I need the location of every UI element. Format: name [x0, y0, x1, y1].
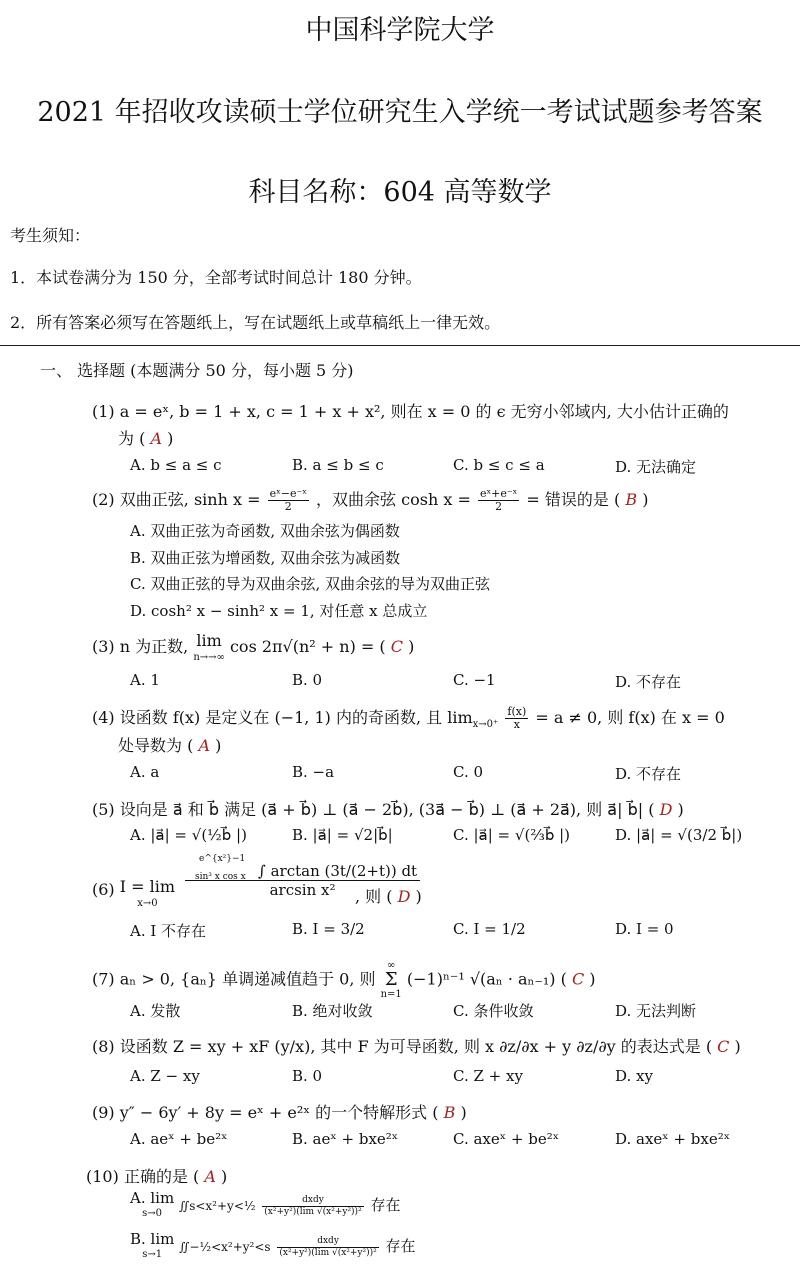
option-b: B. lim s→1 ∬−½<x²+y²<s $\frac{\text{dxdy}}{\text{(x²+y²)(lim √(x²+y²))²}}$ 存在: [130, 1230, 416, 1260]
question-6-tail: , 则 ( D ): [355, 887, 422, 906]
option-c: C. 条件收敛: [453, 1002, 534, 1020]
option-c: C. axeˣ + be²ˣ: [453, 1130, 560, 1148]
answer-mark: D: [397, 887, 411, 906]
answer-mark: A: [204, 1167, 216, 1186]
option-d: D. |a⃗| = √(3/2 b⃗|): [615, 826, 743, 844]
option-d: D. 无法确定: [615, 458, 697, 476]
answer-mark: A: [150, 429, 162, 448]
option-c: C. −1: [453, 671, 496, 689]
option-a: A. lim s→0 ∬s<x²+y<½ $\frac{\text{dxdy}}{\text{(x²+y²)(lim √(x²+y²))²}}$ 存在: [130, 1189, 401, 1219]
question-4: (4) 设函数 f(x) 是定义在 (−1, 1) 内的奇函数, 且 $\lim_{x\to 0^+}$ $\frac{f(x)}{x}$ = a ≠ 0, 则 f(x) 在 x = 0: [92, 705, 725, 731]
option-d: D. 不存在: [615, 765, 682, 783]
question-4-tail: 处导数为 ( A ): [118, 736, 222, 755]
option-b: B. −a: [292, 763, 335, 781]
section-title: 一、 选择题 (本题满分 50 分，每小题 5 分): [40, 361, 354, 380]
question-6-fraction: e^{x²}−1 sin³ x cos x ∫ arctan (3t/(2+t)) dt arcsin x²: [185, 862, 420, 899]
answer-mark: C: [390, 637, 403, 656]
option-d: D. I = 0: [615, 920, 674, 938]
option-a: A. |a⃗| = √(½b⃗ |): [130, 826, 247, 844]
subject-title: 科目名称：604 高等数学: [248, 177, 552, 208]
option-b: B. aeˣ + bxe²ˣ: [292, 1130, 399, 1148]
option-b: B. 0: [292, 1067, 323, 1085]
option-a: A. a: [130, 763, 160, 781]
option-a: A. 双曲正弦为奇函数, 双曲余弦为偶函数: [130, 522, 400, 540]
question-9: (9) y″ − 6y′ + 8y = eˣ + e²ˣ 的一个特解形式 ( B ): [92, 1103, 467, 1122]
option-a: A. I 不存在: [130, 922, 207, 940]
question-5: (5) 设向是 a⃗ 和 b⃗ 满足 (a⃗ + b⃗) ⊥ (a⃗ − 2b⃗), (3a⃗ − b⃗) ⊥ (a⃗ + 2a⃗), 则 a⃗| b⃗| ( D ): [92, 800, 684, 819]
option-d: D. xy: [615, 1067, 653, 1085]
option-d: D. 无法判断: [615, 1002, 697, 1020]
option-b: B. 绝对收敛: [292, 1002, 373, 1020]
option-c: C. 双曲正弦的导为双曲余弦, 双曲余弦的导为双曲正弦: [130, 575, 491, 593]
option-a: A. 发散: [130, 1002, 181, 1020]
option-b: B. |a⃗| = √2|b⃗|: [292, 826, 393, 844]
answer-mark: B: [625, 490, 638, 509]
divider: [0, 345, 800, 346]
answer-mark: D: [659, 800, 673, 819]
option-b: B. a ≤ b ≤ c: [292, 456, 384, 474]
question-text: a = eˣ, b = 1 + x, c = 1 + x + x², 则在 x = 0 的 ϵ 无穷小邻域内, 大小估计正确的: [119, 402, 729, 421]
option-c: C. I = 1/2: [453, 920, 526, 938]
option-c: C. Z + xy: [453, 1067, 523, 1085]
question-10: (10) 正确的是 ( A ): [86, 1167, 228, 1186]
option-c: C. |a⃗| = √(⅔b⃗ |): [453, 826, 571, 844]
answer-mark: C: [717, 1037, 730, 1056]
option-b: B. 0: [292, 671, 323, 689]
option-b: B. 双曲正弦为增函数, 双曲余弦为减函数: [130, 549, 401, 567]
question-7: (7) aₙ > 0, {aₙ} 单调递减值趋于 0, 则 ∞ Σ n=1 (−1)ⁿ⁻¹ √(aₙ · aₙ₋₁) ( C ): [92, 960, 596, 1000]
question-1-tail: 为 ( A ): [118, 429, 174, 448]
question-1: [92, 399, 729, 422]
question-2: (2) 双曲正弦, sinh x = $\frac{\text{eˣ−e⁻ˣ}}{2}$ ，双曲余弦 cosh x = $\frac{\text{eˣ+e⁻ˣ}}{2}$ = 错误的是 ( B ): [92, 487, 649, 513]
answer-mark: C: [571, 969, 585, 989]
option-b: B. I = 3/2: [292, 920, 365, 938]
question-8: (8) 设函数 Z = xy + xF (y/x), 其中 F 为可导函数, 则 x ∂z/∂x + y ∂z/∂y 的表达式是 ( C ): [92, 1037, 741, 1056]
option-d: D. cosh² x − sinh² x = 1, 对任意 x 总成立: [130, 602, 428, 620]
notice-item: 1．本试卷满分为 150 分，全部考试时间总计 180 分钟。: [10, 268, 422, 287]
question-number: (1): [92, 402, 115, 421]
option-d: D. axeˣ + bxe²ˣ: [615, 1130, 731, 1148]
option-d: D. 不存在: [615, 673, 682, 691]
exam-title: 2021 年招收攻读硕士学位研究生入学统一考试试题参考答案: [37, 97, 763, 128]
university-title: 中国科学院大学: [305, 15, 495, 46]
notice-heading: 考生须知：: [10, 226, 91, 245]
answer-mark: A: [198, 736, 210, 755]
option-a: A. Z − xy: [130, 1067, 200, 1085]
question-6: (6) I = lim x→0: [92, 877, 176, 909]
option-a: A. aeˣ + be²ˣ: [130, 1130, 228, 1148]
question-3: (3) n 为正数, lim n→→∞ cos 2π√(n² + n) = ( C ): [92, 631, 415, 663]
option-c: C. b ≤ c ≤ a: [453, 456, 545, 474]
notice-item: 2．所有答案必须写在答题纸上，写在试题纸上或草稿纸上一律无效。: [10, 313, 501, 332]
answer-mark: B: [443, 1103, 456, 1122]
option-a: A. b ≤ a ≤ c: [130, 456, 222, 474]
option-a: A. 1: [130, 671, 160, 689]
option-c: C. 0: [453, 763, 484, 781]
